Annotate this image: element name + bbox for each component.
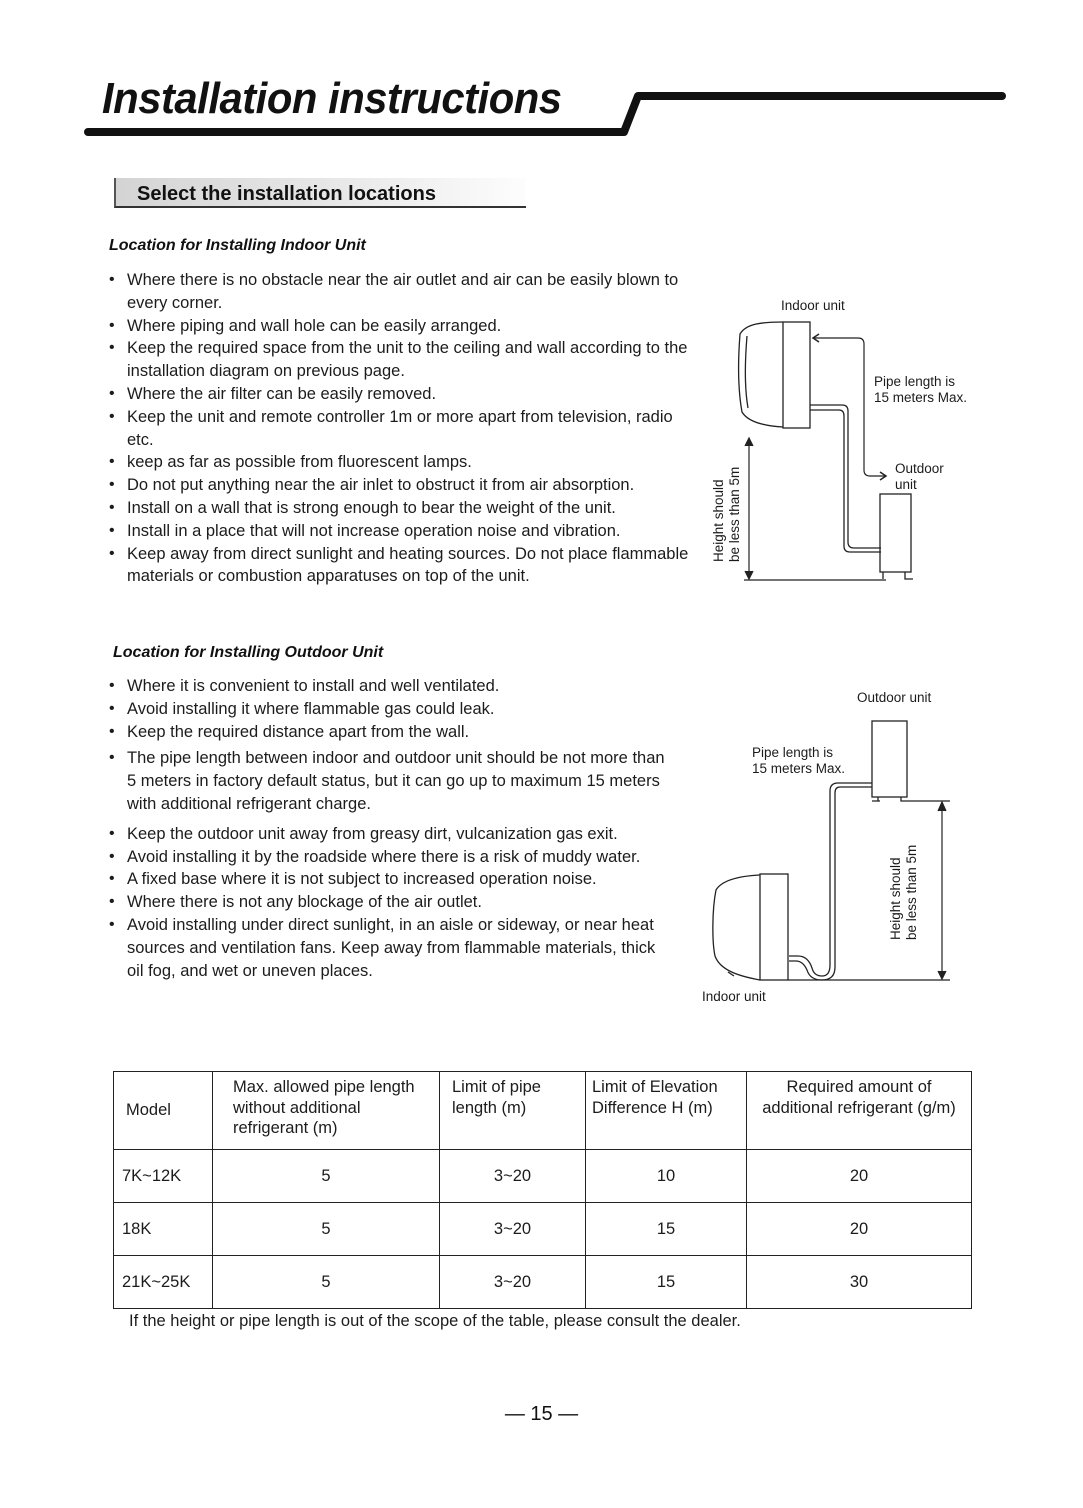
height-label-line-2: be less than 5m bbox=[904, 844, 919, 940]
diagram-outdoor-unit-label: Outdoor unit bbox=[857, 690, 932, 705]
cell-model: 7K~12K bbox=[114, 1150, 213, 1203]
list-item: • keep as far as possible from fluorescent lamps. bbox=[109, 451, 699, 474]
list-item: • Avoid installing it where flammable gas could leak. bbox=[109, 698, 669, 721]
indoor-installation-diagram bbox=[700, 290, 1000, 590]
cell-model: 18K bbox=[114, 1203, 213, 1256]
cell-additional-refrigerant: 30 bbox=[747, 1256, 972, 1309]
table-footnote: If the height or pipe length is out of the scope of the table, please consult the dealer. bbox=[129, 1312, 741, 1330]
pipe-length-line-2: 15 meters Max. bbox=[874, 390, 968, 405]
pipe-length-line-1: Pipe length is bbox=[874, 374, 956, 389]
cell-max-pipe-length: 5 bbox=[213, 1150, 440, 1203]
outdoor-label-line-1: Outdoor bbox=[895, 461, 944, 476]
outdoor-unit-drawing bbox=[872, 721, 950, 801]
diagram-height-label bbox=[888, 845, 920, 940]
outdoor-heading: Location for Installing Outdoor Unit bbox=[113, 644, 384, 661]
cell-max-pipe-length: 5 bbox=[213, 1203, 440, 1256]
diagram-height-label bbox=[711, 467, 743, 562]
list-item: • Avoid installing under direct sunlight, in an aisle or sideway, or near heat sources and ventilation fans. Keep away from flammable materials, thick oil fog, and wet or uneven places. bbox=[109, 914, 669, 982]
indoor-heading: Location for Installing Indoor Unit bbox=[109, 237, 366, 254]
section-title: Select the installation locations bbox=[137, 183, 436, 205]
outdoor-label-line-2: unit bbox=[895, 477, 917, 492]
list-item: • Keep the required space from the unit to the ceiling and wall according to the installation diagram on previous page. bbox=[109, 337, 699, 383]
header-limit-pipe-length: Limit of pipe length (m) bbox=[440, 1072, 586, 1150]
diagram-pipe-length-label bbox=[874, 374, 967, 406]
pipe-length-line-1: Pipe length is bbox=[752, 745, 834, 760]
indoor-unit-drawing bbox=[713, 874, 788, 980]
table-row bbox=[114, 1203, 972, 1256]
cell-limit-pipe-length: 3~20 bbox=[440, 1256, 586, 1309]
list-item: • Keep the required distance apart from the wall. bbox=[109, 721, 669, 744]
height-label-line-1: Height should bbox=[711, 479, 726, 562]
list-item: • Install on a wall that is strong enough to bear the weight of the unit. bbox=[109, 497, 699, 520]
diagram-indoor-unit-label: Indoor unit bbox=[702, 989, 766, 1004]
outdoor-unit-drawing bbox=[880, 494, 913, 579]
indoor-location-list bbox=[109, 269, 699, 588]
header-max-pipe-length: Max. allowed pipe length without additional refrigerant (m) bbox=[213, 1072, 440, 1150]
page-number: — 15 — bbox=[504, 1403, 579, 1425]
list-item: • Where the air filter can be easily removed. bbox=[109, 383, 699, 406]
list-item: • Keep away from direct sunlight and heating sources. Do not place flammable materials or combustion apparatuses on top of the unit. bbox=[109, 543, 699, 589]
outdoor-installation-diagram bbox=[690, 680, 980, 1010]
list-item: • Where there is no obstacle near the air outlet and air can be easily blown to every corner. bbox=[109, 269, 699, 315]
cell-limit-elevation: 15 bbox=[586, 1256, 747, 1309]
header-additional-refrigerant: Required amount of additional refrigerant (g/m) bbox=[747, 1072, 972, 1150]
list-item: • Avoid installing it by the roadside where there is a risk of muddy water. bbox=[109, 846, 669, 869]
cell-limit-pipe-length: 3~20 bbox=[440, 1150, 586, 1203]
table-header-row bbox=[114, 1072, 972, 1150]
list-item: • Keep the unit and remote controller 1m or more apart from television, radio etc. bbox=[109, 406, 699, 452]
list-item: • A fixed base where it is not subject to increased operation noise. bbox=[109, 868, 669, 891]
list-item: • Where there is not any blockage of the air outlet. bbox=[109, 891, 669, 914]
header-limit-elevation: Limit of Elevation Difference H (m) bbox=[586, 1072, 747, 1150]
cell-limit-elevation: 15 bbox=[586, 1203, 747, 1256]
cell-max-pipe-length: 5 bbox=[213, 1256, 440, 1309]
refrigerant-spec-table bbox=[113, 1071, 972, 1309]
list-item: • Where piping and wall hole can be easily arranged. bbox=[109, 315, 699, 338]
page-title: Installation instructions bbox=[102, 74, 562, 123]
diagram-pipe-length-label bbox=[752, 745, 845, 777]
list-item: • Do not put anything near the air inlet to obstruct it from air absorption. bbox=[109, 474, 699, 497]
cell-additional-refrigerant: 20 bbox=[747, 1150, 972, 1203]
list-item: • Keep the outdoor unit away from greasy dirt, vulcanization gas exit. bbox=[109, 823, 669, 846]
list-item: • Where it is convenient to install and well ventilated. bbox=[109, 675, 669, 698]
cell-limit-elevation: 10 bbox=[586, 1150, 747, 1203]
list-item: • Install in a place that will not increase operation noise and vibration. bbox=[109, 520, 699, 543]
diagram-indoor-unit-label: Indoor unit bbox=[781, 298, 845, 313]
title-underline-rule bbox=[80, 84, 1010, 144]
pipe-drawing bbox=[789, 783, 872, 980]
indoor-unit-drawing bbox=[739, 322, 810, 428]
table-row bbox=[114, 1150, 972, 1203]
height-label-line-1: Height should bbox=[888, 857, 903, 940]
cell-model: 21K~25K bbox=[114, 1256, 213, 1309]
height-dimension-arrow bbox=[744, 438, 886, 580]
cell-limit-pipe-length: 3~20 bbox=[440, 1203, 586, 1256]
cell-additional-refrigerant: 20 bbox=[747, 1203, 972, 1256]
pipe-length-arrow bbox=[813, 334, 886, 480]
diagram-outdoor-unit-label bbox=[895, 461, 944, 493]
height-label-line-2: be less than 5m bbox=[727, 466, 742, 562]
pipe-drawing bbox=[810, 405, 881, 552]
table-row bbox=[114, 1256, 972, 1309]
list-item: • The pipe length between indoor and outdoor unit should be not more than 5 meters in factory default status, but it can go up to maximum 15 meters with additional refrigerant charge. bbox=[109, 747, 669, 815]
header-model: Model bbox=[114, 1072, 213, 1150]
outdoor-location-list bbox=[109, 675, 669, 982]
pipe-length-line-2: 15 meters Max. bbox=[752, 761, 846, 776]
height-dimension-arrow bbox=[788, 802, 950, 980]
